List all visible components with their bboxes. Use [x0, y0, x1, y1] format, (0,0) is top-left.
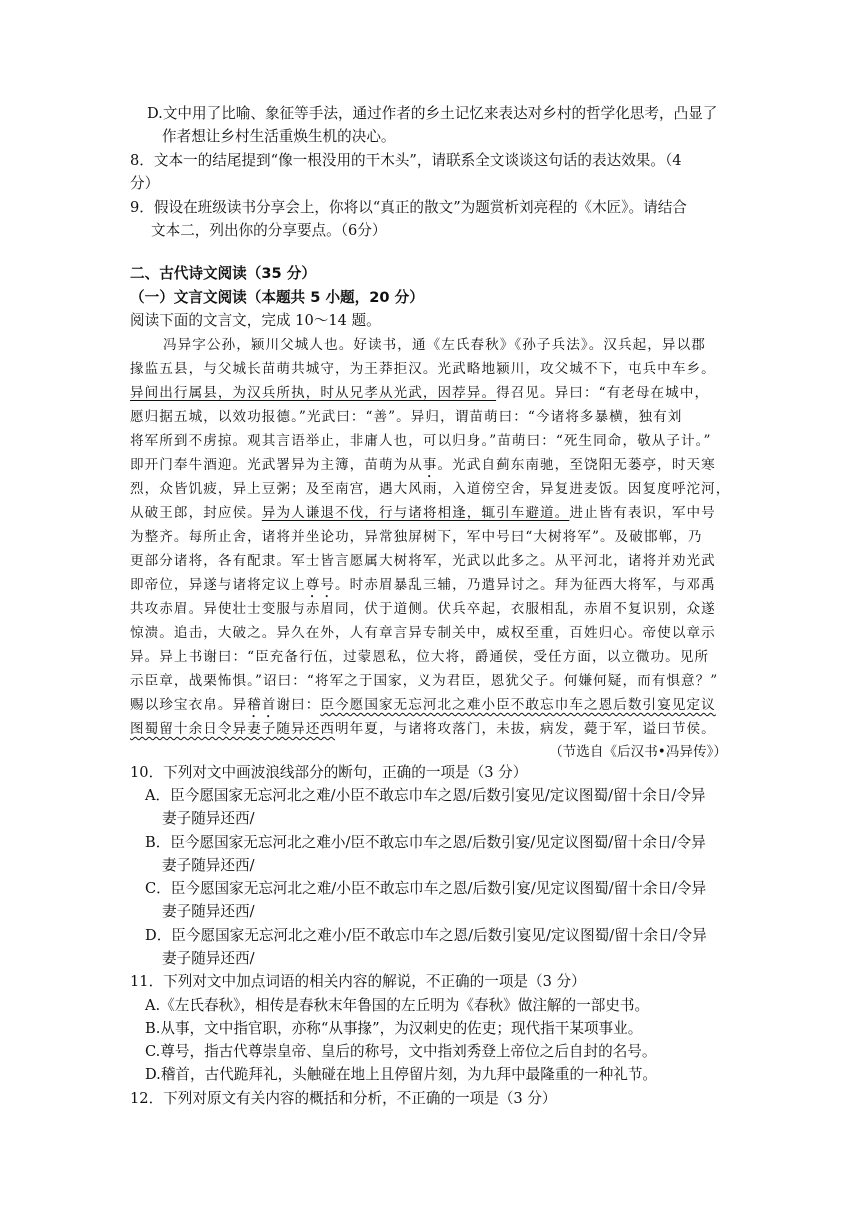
- passage-line-5: 将军所到不虏掠。观其言语举止，非庸人也，可以归身。”苗萌曰：“死生同命，敬从子计。”: [130, 433, 712, 449]
- passage-line-12: 共攻赤眉。异使壮士变服与赤眉同，伏于道侧。伏兵卒起，衣服相乱，赤眉不复识别，众遂: [130, 601, 716, 617]
- wavy-underline-part-1: 臣今愿国家无忘河北之难小臣不敢忘巾车之恩后数引宴见定议: [320, 697, 716, 713]
- q10-option-d-line2: 妻子随异还西/: [162, 950, 255, 967]
- wavy-underline-part-2: 图蜀留十余日令异妻子随异还西: [130, 721, 336, 737]
- q10-option-c-line2: 妻子随异还西/: [162, 903, 255, 920]
- passage-line-8: 从破王郎，封应侯。异为人谦退不伐，行与诸将相逢，辄引车避道。进止皆有表识，军中号: [130, 505, 716, 521]
- q11-option-d: D.稽首，古代跪拜礼，头触碰在地上且停留片刻，为九拜中最隆重的一种礼节。: [145, 1066, 658, 1083]
- passage-line-16: 赐以珍宝衣帛。异稽首谢曰：臣今愿国家无忘河北之难小臣不敢忘巾车之恩后数引宴见定议: [130, 697, 716, 713]
- passage-line-4: 愿归据五城，以效功报德。”光武曰：“善”。异归，谓苗萌曰：“今诸将多暴横，独有刘: [130, 409, 683, 425]
- passage-line-15: 示臣章，战栗怖惧。”诏曰：“将军之于国家，义为君臣，恩犹父子。何嫌何疑，而有惧意？”: [130, 673, 719, 689]
- passage-line-7: 烈，众皆饥疲，异上豆粥；及至南宫，遇大风雨，入道傍空舍，异复进麦饭。因复度呼沱河，: [130, 481, 731, 497]
- q9-stem-line1: 9．假设在班级读书分享会上，你将以“真正的散文”为题赏析刘亮程的《木匠》。请结合: [130, 199, 687, 216]
- q11-option-a: A.《左氏春秋》，相传是春秋末年鲁国的左丘明为《春秋》做注解的一部史书。: [145, 997, 650, 1014]
- q10-stem: 10．下列对文中画波浪线部分的断句，正确的一项是（3 分）: [130, 764, 528, 781]
- underlined-sentence-2: 异为人谦退不伐，行与诸将相逢，辄引车避道。: [261, 505, 570, 521]
- q8-stem-line1: 8．文本一的结尾提到“像一根没用的干木头”，请联系全文谈谈这句话的表达效果。（4: [130, 152, 682, 169]
- passage-line-10: 更部分诸将，各有配隶。军士皆言愿属大树将军，光武以此多之。从平河北，诸将并劝光武: [130, 553, 716, 569]
- underlined-sentence-1: 异间出行属县，为汉兵所执，时从兄孝从光武，因荐异。: [130, 385, 497, 401]
- section-2-subtitle: （一）文言文阅读（本题共 5 小题，20 分）: [130, 289, 424, 306]
- dotted-word-congshi: 事: [422, 457, 438, 473]
- dotted-word-qishou: 稽首: [247, 697, 277, 713]
- q11-option-c: C.尊号，指古代尊崇皇帝、皇后的称号，文中指刘秀登上帝位之后自封的名号。: [145, 1043, 657, 1060]
- q10-option-a-line2: 妻子随异还西/: [162, 810, 255, 827]
- section-2-title: 二、古代诗文阅读（35 分）: [130, 265, 316, 282]
- dotted-word-zunhao: 尊号: [305, 577, 336, 593]
- q10-option-b-line2: 妻子随异还西/: [162, 857, 255, 874]
- q10-option-d-line1: D．臣今愿国家无忘河北之难小/臣不敢忘巾车之恩/后数引宴见/定议图蜀/留十余日/令异: [145, 927, 707, 944]
- q10-option-c-line1: C．臣今愿国家无忘河北之难/小臣不敢忘巾车之恩/后数引宴/见定议图蜀/留十余日/令异: [145, 880, 707, 897]
- passage-line-14: 异。异上书谢曰：“臣充备行伍，过蒙恩私，位大将，爵通侯，受任方面，以立微功。见所: [130, 649, 710, 665]
- passage-source: （节选自《后汉书•冯异传》）: [549, 744, 727, 760]
- q7-option-d-line1: D.文中用了比喻、象征等手法，通过作者的乡土记忆来表达对乡村的哲学化思考，凸显了: [147, 105, 718, 122]
- passage-line-2: 掾监五县，与父城长苗萌共城守，为王莽拒汉。光武略地颍川，攻父城不下，屯兵中车乡。: [130, 361, 716, 377]
- passage-line-13: 惊溃。追击，大破之。异久在外，人有章言异专制关中，威权至重，百姓归心。帝使以章示: [130, 625, 716, 641]
- passage-line-17: 图蜀留十余日令异妻子随异还西明年夏，与诸将攻落门，未拔，病发，薨于军，谥曰节侯。: [130, 721, 716, 737]
- q10-option-b-line1: B．臣今愿国家无忘河北之难小/臣不敢忘巾车之恩/后数引宴/见定议图蜀/留十余日/令异: [145, 834, 706, 851]
- q10-option-a-line1: A．臣今愿国家无忘河北之难/小臣不敢忘巾车之恩/后数引宴见/定议图蜀/留十余日/令异: [145, 787, 706, 804]
- reading-instruction: 阅读下面的文言文，完成 10～14 题。: [130, 312, 381, 329]
- passage-line-6: 即开门奉牛酒迎。光武署异为主簿，苗萌为从事。光武自蓟东南驰，至饶阳无蒌亭，时天寒: [130, 457, 716, 473]
- q11-stem: 11．下列对文中加点词语的相关内容的解说，不正确的一项是（3 分）: [130, 973, 586, 990]
- passage-line-3: 异间出行属县，为汉兵所执，时从兄孝从光武，因荐异。得召见。异曰：“有老母在城中，: [130, 385, 710, 401]
- passage-line-9: 为整齐。每所止舍，诸将并坐论功，异常独屏树下，军中号曰“大树将军”。及破邯郸，乃: [130, 529, 703, 545]
- passage-line-1: 冯异字公孙，颍川父城人也。好读书，通《左氏春秋》《孙子兵法》。汉兵起，异以郡: [163, 337, 706, 353]
- q12-stem: 12．下列对原文有关内容的概括和分析，不正确的一项是（3 分）: [130, 1090, 557, 1107]
- q9-stem-line2: 文本二，列出你的分享要点。（6分）: [151, 222, 387, 239]
- q8-stem-line2: 分）: [130, 175, 160, 192]
- passage-line-11: 即帝位，异遂与诸将定议上尊号。时赤眉暴乱三辅，乃遣异讨之。拜为征西大将军，与邓禹: [130, 577, 716, 593]
- q7-option-d-line2: 作者想让乡村生活重焕生机的决心。: [162, 128, 396, 145]
- q11-option-b: B.从事，文中指官职，亦称“从事掾”，为汉刺史的佐吏；现代指干某项事业。: [145, 1020, 643, 1037]
